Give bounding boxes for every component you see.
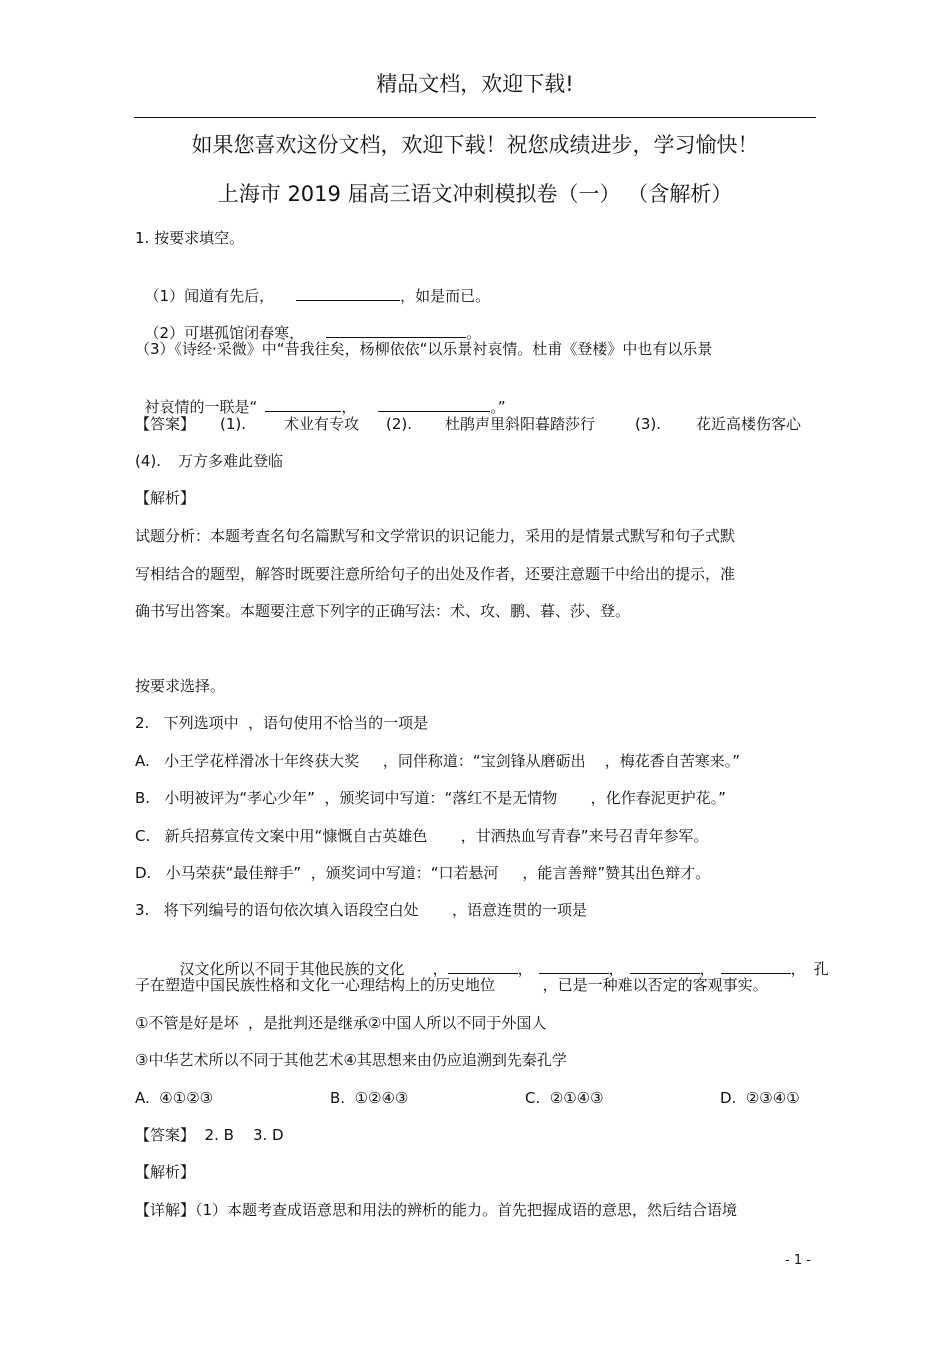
q3-items-line1: ①不管是好是坏 ，是批判还是继承②中国人所以不同于外国人 xyxy=(135,1014,547,1032)
q3-sep: ， xyxy=(517,960,533,978)
q3-paragraph-line1 xyxy=(170,938,829,979)
q1-item3-line1: （3）《诗经·采微》中“昔我往矣，杨柳依依“以乐景衬哀情。杜甫《登楼》中也有以乐景 xyxy=(135,340,713,358)
q1-analysis-label: 【解析】 xyxy=(135,489,196,507)
q1-analysis-text: 写相结合的题型，解答时既要注意所给句子的出处及作者，还要注意题干中给出的提示，准 xyxy=(135,565,736,583)
q1-answer-num: (4). xyxy=(135,452,162,470)
page-number: - 1 - xyxy=(785,1253,811,1268)
q2-option-c: C. 新兵招募宣传文案中用“慷慨自古英雄色 ，甘洒热血写青春”来号召青年参军。 xyxy=(135,827,709,845)
q1-answer-label: 【答案】 xyxy=(135,415,196,433)
q1-item2 xyxy=(135,302,481,343)
q1-item1-end: ，如是而已。 xyxy=(400,287,491,305)
document-title: 上海市 2019 届高三语文冲刺模拟卷（一） （含解析） xyxy=(217,182,733,206)
fill-blank xyxy=(326,322,466,338)
q23-detail: 【详解】（1）本题考查成语意思和用法的辨析的能力。首先把握成语的意思，然后结合语境 xyxy=(135,1201,738,1219)
q3-paragraph-line2: 子在塑造中国民族性格和文化一心理结构上的历史地位 ，已是一种难以否定的客观事实。 xyxy=(135,976,768,994)
fill-blank xyxy=(539,958,609,974)
q3-option-d: D. ②③④① xyxy=(720,1089,800,1107)
q2-stem: 2. 下列选项中 ，语句使用不恰当的一项是 xyxy=(135,714,429,732)
q1-item2-text: （2）可堪孤馆闭春寒， xyxy=(144,324,305,342)
q1-analysis-text: 确书写出答案。本题要注意下列字的正确写法：术、攻、鹏、暮、莎、登。 xyxy=(135,602,631,620)
q1-item3-sep: ， xyxy=(341,398,357,416)
q23-answer: 【答案】 2. B 3. D xyxy=(135,1126,284,1144)
greeting-line: 如果您喜欢这份文档，欢迎下载！祝您成绩进步，学习愉快！ xyxy=(191,133,759,157)
q3-para-text: 汉文化所以不同于其他民族的文化 xyxy=(179,960,405,978)
q1-answer-text: 术业有专攻 xyxy=(284,415,360,433)
q23-analysis-label: 【解析】 xyxy=(135,1163,196,1181)
q1-item2-end: 。 xyxy=(466,324,482,342)
q1-item3-line2 xyxy=(135,376,506,417)
fill-blank xyxy=(296,285,400,301)
q3-option-b: B. ①②④③ xyxy=(330,1089,409,1107)
q1-answer-num: (1). xyxy=(220,415,247,433)
q1-answer-num: (3). xyxy=(635,415,662,433)
q2-option-a: A. 小王学花样滑冰十年终获大奖 ，同伴称道：“宝剑锋从磨砺出 ，梅花香自苦寒来。” xyxy=(135,752,741,770)
q1-item3-text: 衬哀情的一联是“ xyxy=(144,398,258,416)
document-header: 精品文档，欢迎下载! xyxy=(376,72,574,96)
header-rule xyxy=(134,117,816,118)
q1-answer-text: 万方多难此登临 xyxy=(178,452,284,470)
q1-item1-text: （1）闻道有先后， xyxy=(144,287,275,305)
q3-option-a: A. ④①②③ xyxy=(135,1089,214,1107)
section-intro: 按要求选择。 xyxy=(135,677,226,695)
q3-items-line2: ③中华艺术所以不同于其他艺术④其思想来由仍应追溯到先秦孔学 xyxy=(135,1051,567,1069)
fill-blank xyxy=(448,958,518,974)
q2-option-d: D. 小马荣获“最佳辩手” ，颁奖词中写道：“口若悬河 ，能言善辩”赞其出色辩才。 xyxy=(135,864,711,882)
q3-sep: ， xyxy=(790,960,806,978)
q1-answer-text: 杜鹃声里斜阳暮踏莎行 xyxy=(445,415,596,433)
q1-analysis-text: 试题分析：本题考查名句名篇默写和文学常识的识记能力，采用的是情景式默写和句子式默 xyxy=(135,527,736,545)
q3-para-end: 孔 xyxy=(813,960,829,978)
q1-stem: 1. 按要求填空。 xyxy=(135,229,245,247)
q1-item3-end: 。” xyxy=(490,398,506,416)
fill-blank xyxy=(630,958,700,974)
q3-stem: 3. 将下列编号的语句依次填入语段空白处 ，语意连贯的一项是 xyxy=(135,901,587,919)
q3-sep: ， xyxy=(432,960,448,978)
fill-blank xyxy=(378,396,490,412)
q2-option-b: B. 小明被评为“孝心少年” ，颁奖词中写道：“落红不是无情物 ，化作春泥更护花。” xyxy=(135,789,726,807)
fill-blank xyxy=(721,958,791,974)
q3-option-c: C. ②①④③ xyxy=(525,1089,604,1107)
q3-sep: ， xyxy=(699,960,715,978)
q1-item1 xyxy=(135,265,490,306)
fill-blank xyxy=(265,396,341,412)
q1-answer-text: 花近高楼伤客心 xyxy=(696,415,802,433)
q3-sep: ， xyxy=(608,960,624,978)
q1-answer-num: (2). xyxy=(386,415,413,433)
